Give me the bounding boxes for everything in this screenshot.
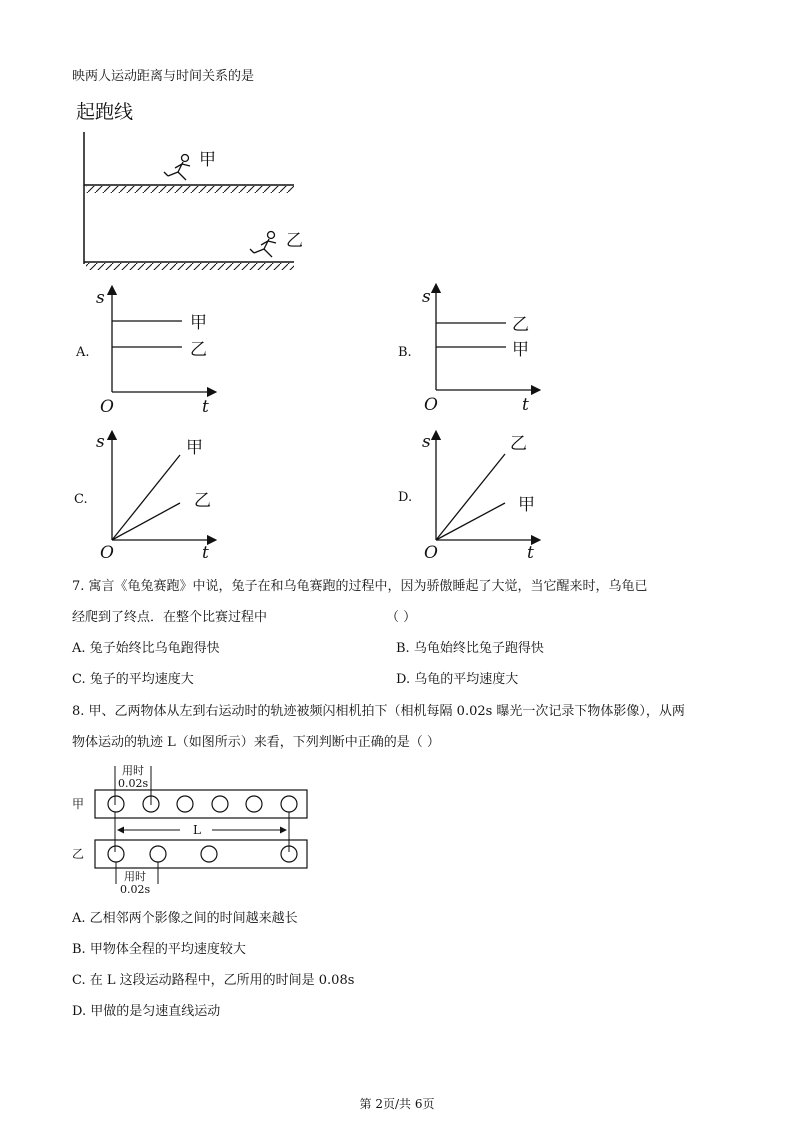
time-label-top-2: 0.02s	[118, 777, 149, 790]
svg-text:乙: 乙	[510, 434, 527, 454]
option-d-letter: D.	[398, 490, 413, 505]
q8-line-1: 8. 甲、乙两物体从左到右运动时的轨迹被频闪相机拍下（相机每隔 0.02s 曝光一次记录下物体影像），从两	[72, 704, 685, 719]
q8-option-a: A. 乙相邻两个影像之间的时间越来越长	[72, 911, 298, 926]
q7-option-b: B. 乌龟始终比兔子跑得快	[396, 641, 544, 656]
svg-text:甲: 甲	[186, 438, 203, 458]
svg-text:O: O	[100, 543, 114, 563]
svg-text:O: O	[100, 397, 114, 417]
q8-option-d: D. 甲做的是匀速直线运动	[72, 1004, 221, 1019]
q7-line-2: 经爬到了终点．在整个比赛过程中	[72, 610, 268, 625]
q7-option-a: A. 兔子始终比乌龟跑得快	[72, 641, 220, 656]
q7-answer-bracket: （ ）	[386, 610, 417, 625]
q7-line-1: 7. 寓言《龟兔赛跑》中说，兔子在和乌龟赛跑的过程中，因为骄傲睡起了大觉，当它醒来时，乌龟已	[72, 579, 648, 594]
svg-text:t: t	[202, 543, 209, 563]
svg-text:乙: 乙	[512, 315, 529, 335]
q8-option-b: B. 甲物体全程的平均速度较大	[72, 942, 246, 957]
q8-line-2: 物体运动的轨迹 L（如图所示）来看，下列判断中正确的是（ ）	[72, 735, 440, 750]
start-line-label: 起跑线	[76, 101, 134, 123]
strip-a-label: 甲	[72, 797, 85, 811]
svg-text:甲: 甲	[190, 313, 207, 333]
svg-text:s: s	[96, 288, 105, 308]
svg-text:O: O	[424, 543, 438, 563]
runner-a-label: 甲	[199, 150, 216, 170]
q8-option-c: C. 在 L 这段运动路程中，乙所用的时间是 0.08s	[72, 973, 355, 988]
svg-text:甲: 甲	[518, 495, 535, 515]
page-footer: 第 2页/共 6页	[359, 1097, 435, 1111]
svg-text:t: t	[522, 395, 529, 415]
q7-option-d: D. 乌龟的平均速度大	[396, 672, 519, 687]
intro-line: 映两人运动距离与时间关系的是	[72, 69, 255, 84]
q7-option-c: C. 兔子的平均速度大	[72, 672, 194, 687]
svg-text:s: s	[422, 432, 431, 452]
time-label-bottom-2: 0.02s	[120, 883, 151, 896]
time-label-bottom-1: 用时	[124, 870, 146, 883]
svg-text:O: O	[424, 395, 438, 415]
svg-text:乙: 乙	[190, 340, 207, 360]
svg-text:t: t	[202, 397, 209, 417]
option-b-letter: B.	[398, 345, 412, 360]
svg-text:甲: 甲	[512, 340, 529, 360]
svg-text:s: s	[422, 287, 431, 307]
length-l-label: L	[193, 823, 201, 837]
runner-b-label: 乙	[286, 231, 303, 251]
strip-b-images	[108, 846, 297, 862]
svg-text:乙: 乙	[194, 491, 211, 511]
strip-b-label: 乙	[72, 847, 85, 861]
option-a-letter: A.	[76, 345, 90, 360]
option-c-letter: C.	[74, 492, 88, 507]
time-label-top-1: 用时	[122, 764, 144, 777]
svg-text:t: t	[527, 543, 534, 563]
svg-text:s: s	[96, 432, 105, 452]
strip-a-images	[108, 796, 297, 812]
